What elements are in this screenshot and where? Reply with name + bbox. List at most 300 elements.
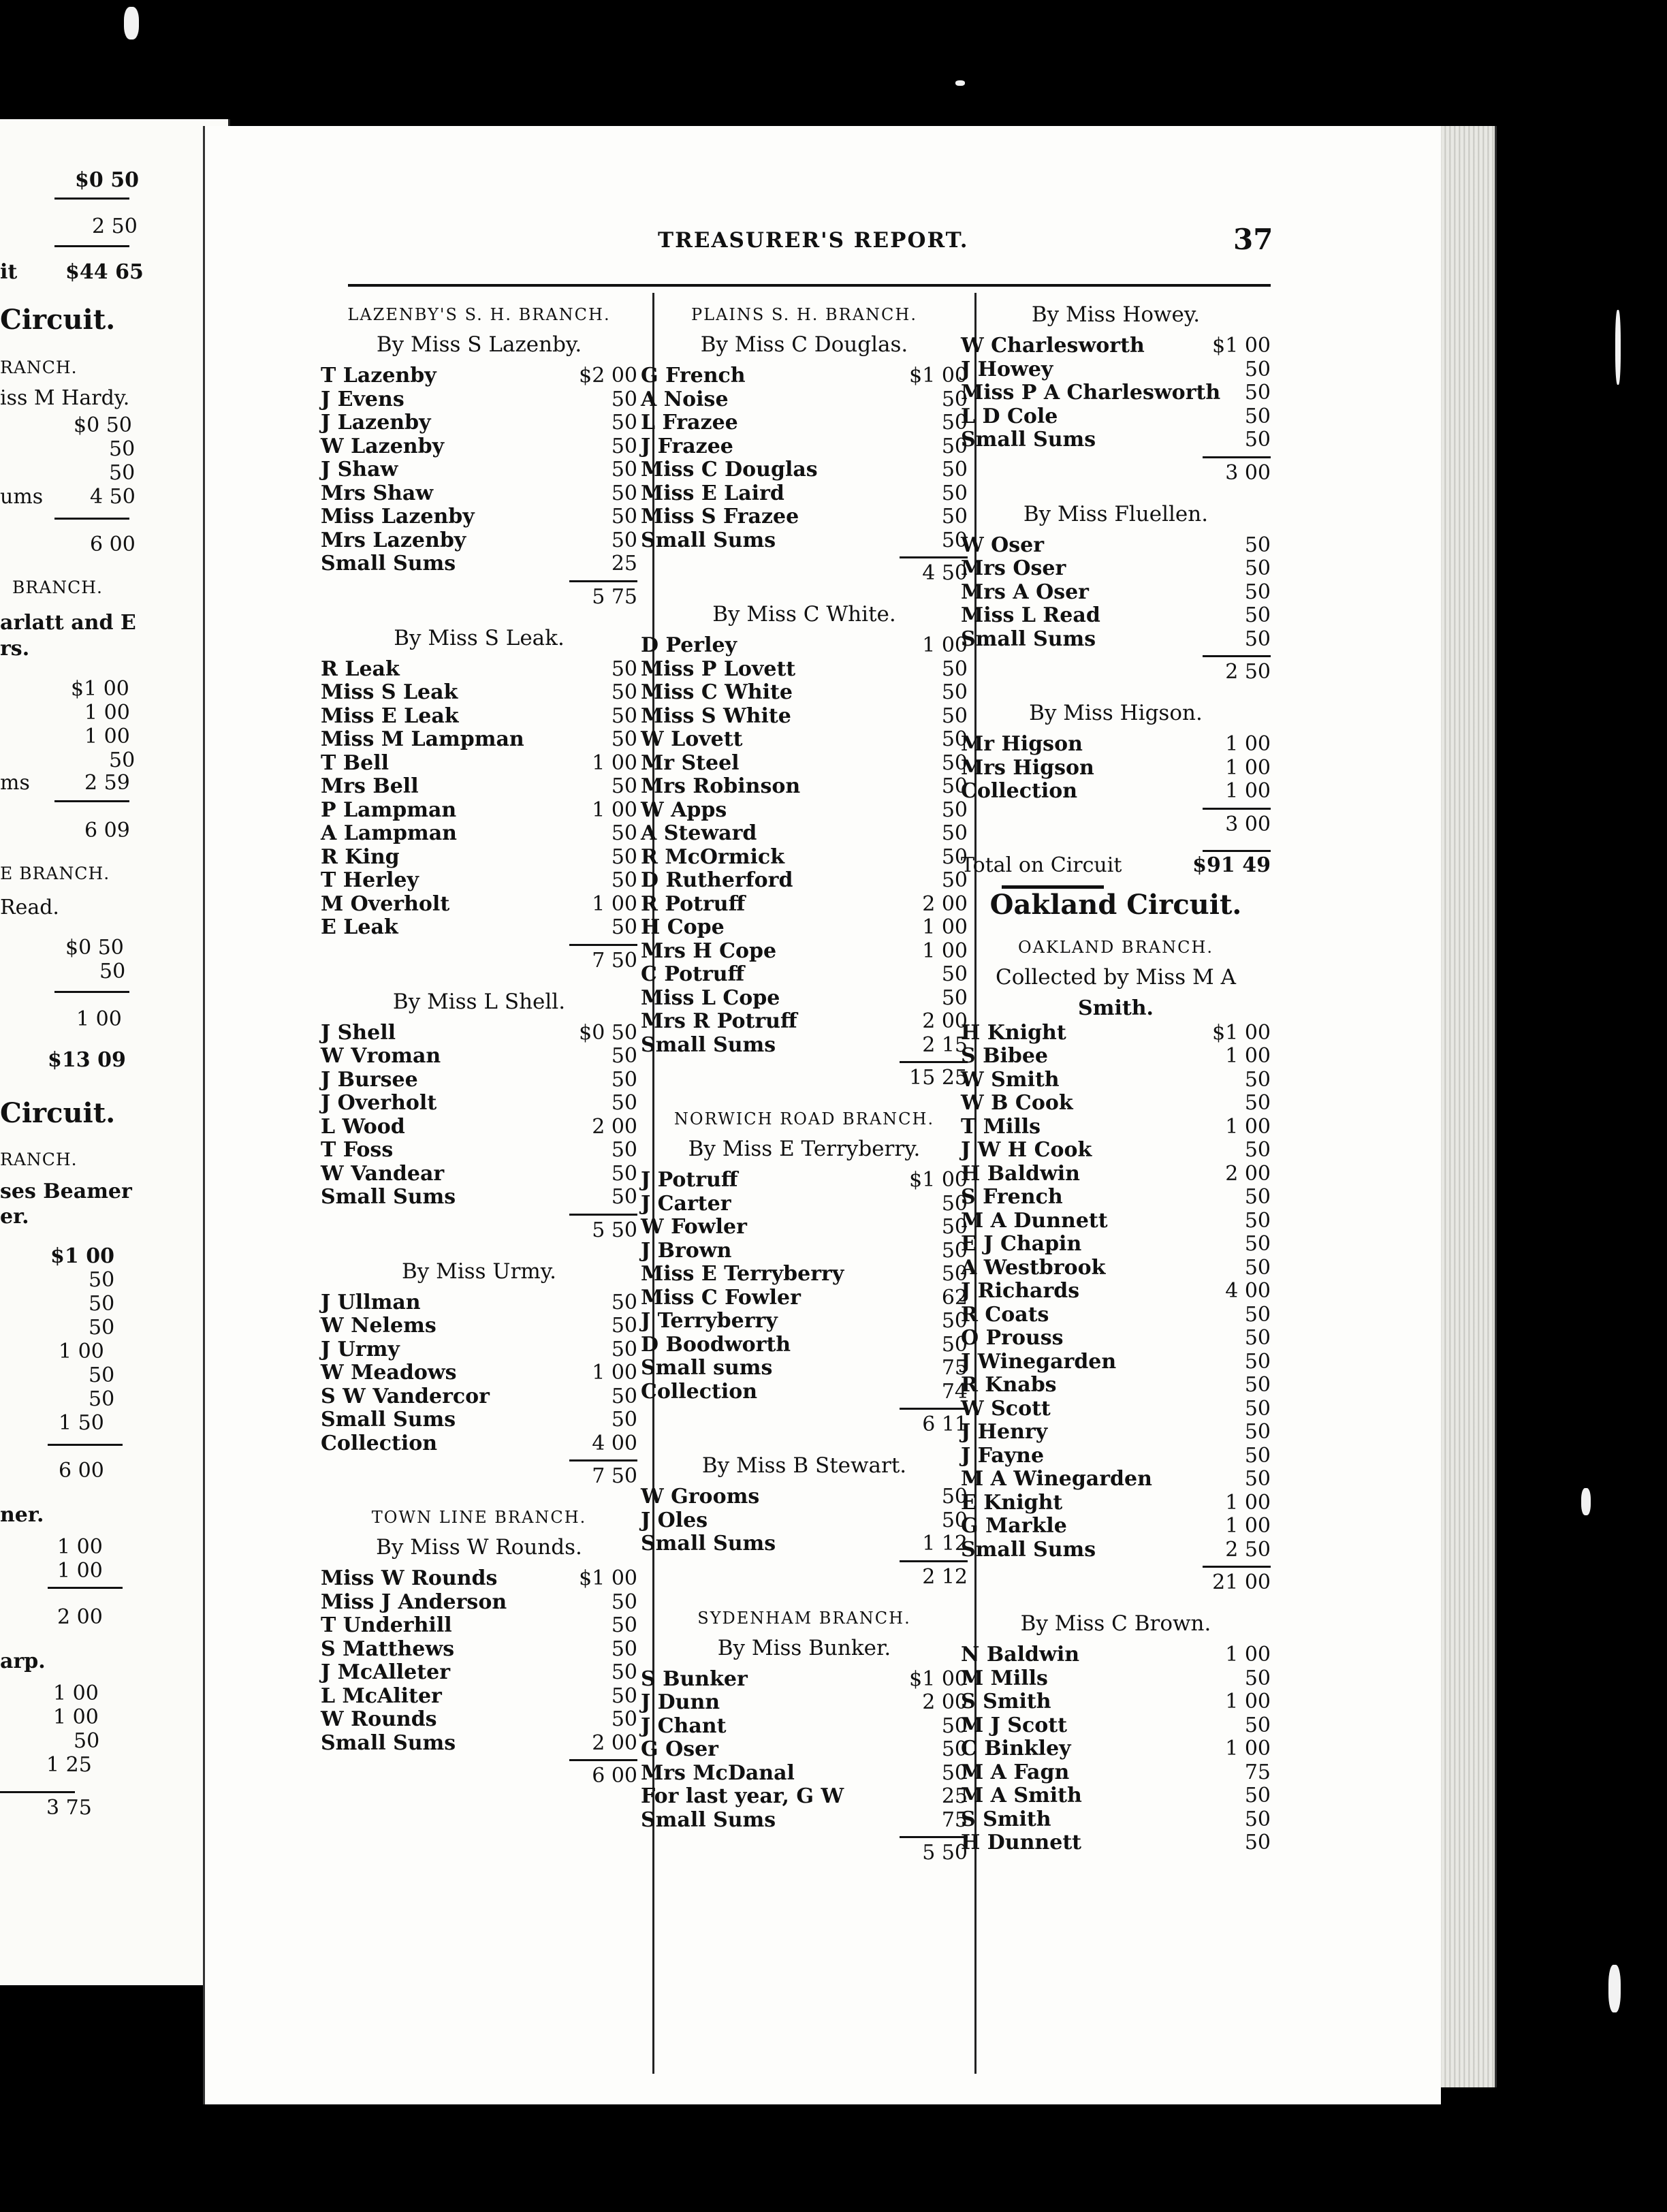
donation-amount: 50 bbox=[1244, 1091, 1271, 1115]
heading-text: By Miss E Terryberry. bbox=[688, 1137, 921, 1161]
left-facing-page bbox=[0, 119, 230, 1985]
donation-amount: 50 bbox=[611, 868, 637, 892]
subtotal-row bbox=[641, 1413, 968, 1436]
donation-amount: 1 00 bbox=[1225, 1514, 1271, 1538]
donation-row bbox=[641, 1216, 968, 1239]
donor-name: Miss M Lampman bbox=[321, 727, 524, 751]
donation-amount: 50 bbox=[941, 868, 968, 892]
collector-heading bbox=[961, 966, 1271, 989]
left-page-fragment: 1 00 bbox=[53, 1705, 99, 1729]
donor-name: D Rutherford bbox=[641, 868, 793, 892]
donation-row bbox=[641, 728, 968, 751]
report-page bbox=[203, 126, 1441, 2104]
donor-name: Miss E Terryberry bbox=[641, 1262, 844, 1286]
donor-name: J Overholt bbox=[321, 1091, 437, 1115]
donation-row bbox=[641, 822, 968, 845]
subtotal-rule bbox=[1203, 808, 1271, 810]
donor-name: D Boodworth bbox=[641, 1332, 791, 1357]
donation-row bbox=[961, 1045, 1271, 1068]
left-page-fragment: 1 00 bbox=[76, 1007, 122, 1031]
donor-name: Small Sums bbox=[641, 1807, 776, 1832]
donor-name: L McAliter bbox=[321, 1684, 442, 1708]
donation-amount: 50 bbox=[941, 1760, 968, 1785]
donor-name: W Apps bbox=[641, 797, 727, 822]
donation-row bbox=[321, 822, 637, 845]
left-page-fragment: $0 50 bbox=[74, 413, 132, 437]
donor-name: T Mills bbox=[961, 1114, 1041, 1139]
left-page-fragment: E BRANCH. bbox=[0, 864, 110, 883]
donation-amount: 1 00 bbox=[592, 797, 637, 822]
donation-row bbox=[641, 1509, 968, 1532]
donation-amount: 2 00 bbox=[592, 1114, 637, 1139]
donation-row bbox=[321, 752, 637, 775]
donation-amount: 50 bbox=[941, 1508, 968, 1532]
donor-name: Mrs McDanal bbox=[641, 1760, 795, 1785]
subtotal-rule bbox=[569, 1214, 637, 1216]
donation-amount: $1 00 bbox=[579, 1566, 637, 1590]
donation-amount: 1 12 bbox=[922, 1532, 968, 1555]
donation-row bbox=[961, 1210, 1271, 1233]
donation-row bbox=[641, 846, 968, 869]
donor-name: T Bell bbox=[321, 750, 390, 775]
donor-name: T Underhill bbox=[321, 1613, 452, 1637]
donation-amount: 50 bbox=[611, 505, 637, 528]
donor-name: M A Dunnett bbox=[961, 1208, 1108, 1233]
heading-text: By Miss B Stewart. bbox=[701, 1453, 907, 1478]
donation-row bbox=[961, 334, 1271, 358]
donation-row bbox=[641, 1668, 968, 1691]
left-page-fragment: 50 bbox=[99, 960, 126, 983]
donor-name: T Lazenby bbox=[321, 364, 436, 388]
left-page-fragment: Circuit. bbox=[0, 304, 116, 336]
donation-amount: 50 bbox=[611, 1337, 637, 1361]
total-amount: 7 50 bbox=[592, 1464, 637, 1488]
left-page-fragment: $44 65 bbox=[65, 260, 144, 284]
donation-row bbox=[961, 1397, 1271, 1421]
donation-row bbox=[961, 534, 1271, 557]
left-page-fragment: 50 bbox=[89, 1316, 115, 1340]
left-page-fragment: 50 bbox=[109, 461, 136, 485]
heading-text: By Miss Higson. bbox=[1029, 701, 1203, 725]
donation-amount: 50 bbox=[941, 411, 968, 434]
donor-name: M A Fagn bbox=[961, 1760, 1070, 1784]
collector-heading bbox=[321, 333, 637, 356]
total-amount: 6 11 bbox=[922, 1412, 968, 1436]
branch-heading bbox=[641, 303, 968, 326]
donation-amount: 50 bbox=[941, 844, 968, 869]
left-page-rule bbox=[54, 245, 129, 247]
donor-name: J Ullman bbox=[321, 1290, 421, 1314]
donation-amount: 50 bbox=[941, 1309, 968, 1333]
donor-name: Miss C Douglas bbox=[641, 458, 818, 481]
left-page-rule bbox=[54, 800, 129, 802]
branch-heading bbox=[641, 1107, 968, 1131]
donor-name: Mrs H Cope bbox=[641, 938, 777, 963]
left-page-fragment: $0 50 bbox=[75, 168, 139, 192]
donation-row bbox=[961, 1139, 1271, 1162]
donation-row bbox=[961, 1515, 1271, 1538]
donation-amount: 50 bbox=[941, 962, 968, 986]
donation-row bbox=[641, 1485, 968, 1508]
donor-name: M Mills bbox=[961, 1666, 1048, 1690]
donation-row bbox=[321, 1732, 637, 1755]
donor-name: Miss C Fowler bbox=[641, 1285, 801, 1310]
donation-row bbox=[961, 581, 1271, 604]
donation-row bbox=[961, 1421, 1271, 1444]
left-page-fragment: $13 09 bbox=[48, 1048, 126, 1072]
donation-amount: 50 bbox=[611, 1290, 637, 1314]
donation-row bbox=[641, 1239, 968, 1263]
collector-heading bbox=[961, 1612, 1271, 1635]
heading-text: SYDENHAM BRANCH. bbox=[697, 1608, 911, 1628]
donation-row bbox=[641, 1010, 968, 1033]
donation-amount: 75 bbox=[1244, 1760, 1271, 1784]
donation-row bbox=[961, 1491, 1271, 1515]
donor-name: Small Sums bbox=[321, 1731, 456, 1755]
donation-row bbox=[321, 775, 637, 798]
donor-name: Miss S Frazee bbox=[641, 505, 799, 528]
donor-name: Miss C White bbox=[641, 680, 793, 704]
donation-row bbox=[321, 1638, 637, 1661]
left-page-rule bbox=[48, 1444, 123, 1446]
donation-amount: 50 bbox=[1244, 1185, 1271, 1209]
donation-row bbox=[641, 1715, 968, 1738]
donation-row bbox=[961, 604, 1271, 627]
donation-amount: 50 bbox=[611, 1384, 637, 1408]
donation-amount: 50 bbox=[941, 505, 968, 528]
donation-row bbox=[961, 1444, 1271, 1468]
donation-amount: 50 bbox=[941, 434, 968, 458]
donor-name: T Herley bbox=[321, 868, 419, 892]
donation-amount: 50 bbox=[611, 1707, 637, 1731]
donation-amount: 1 00 bbox=[1225, 1690, 1271, 1713]
donor-name: J Urmy bbox=[321, 1337, 400, 1361]
total-amount: 15 25 bbox=[909, 1066, 968, 1090]
heading-text: Total on Circuit bbox=[961, 853, 1122, 877]
left-page-fragment: 6 09 bbox=[84, 819, 130, 842]
subtotal-rule bbox=[569, 1459, 637, 1462]
donation-amount: 50 bbox=[941, 458, 968, 481]
donation-amount: 50 bbox=[611, 774, 637, 798]
donation-row bbox=[321, 529, 637, 552]
donation-amount: 50 bbox=[1244, 1467, 1271, 1491]
donor-name: L Wood bbox=[321, 1114, 405, 1139]
donation-row bbox=[961, 1186, 1271, 1209]
subtotal-rule bbox=[900, 1560, 968, 1562]
donation-amount: 50 bbox=[1244, 603, 1271, 627]
donor-name: C Binkley bbox=[961, 1737, 1071, 1760]
page-stack-edges bbox=[1437, 126, 1497, 2087]
subtotal-rule bbox=[569, 580, 637, 582]
donation-amount: 50 bbox=[611, 528, 637, 552]
donation-row bbox=[641, 1286, 968, 1310]
donor-name: W Vandear bbox=[321, 1161, 445, 1186]
donation-row bbox=[961, 1761, 1271, 1784]
donation-amount: 50 bbox=[611, 1590, 637, 1614]
donor-name: S Smith bbox=[961, 1807, 1051, 1831]
donor-name: Small Sums bbox=[961, 428, 1096, 452]
donation-row bbox=[321, 1116, 637, 1139]
donation-row bbox=[961, 1737, 1271, 1760]
collector-heading bbox=[641, 1137, 968, 1160]
donor-name: J Potruff bbox=[641, 1168, 738, 1192]
heading-text: NORWICH ROAD BRANCH. bbox=[673, 1109, 935, 1128]
donation-amount: 2 15 bbox=[922, 1032, 968, 1057]
donation-amount: 1 00 bbox=[592, 750, 637, 775]
donation-amount: 50 bbox=[941, 1713, 968, 1738]
donor-name: E J Chapin bbox=[961, 1232, 1082, 1256]
donation-amount: 50 bbox=[611, 1613, 637, 1637]
donor-name: Mrs Higson bbox=[961, 755, 1094, 780]
donation-amount: 50 bbox=[941, 528, 968, 552]
donor-name: Mr Higson bbox=[961, 732, 1083, 756]
donation-row bbox=[641, 752, 968, 775]
donation-amount: 25 bbox=[941, 1784, 968, 1808]
donation-amount: 1 00 bbox=[1225, 1737, 1271, 1760]
donation-amount: $0 50 bbox=[579, 1020, 637, 1045]
donor-name: For last year, G W bbox=[641, 1784, 844, 1808]
donor-name: Miss E Leak bbox=[321, 704, 459, 728]
donor-name: R McOrmick bbox=[641, 844, 784, 869]
donor-name: J Dunn bbox=[641, 1690, 720, 1714]
donation-amount: 50 bbox=[1244, 1420, 1271, 1444]
donation-amount: 50 bbox=[941, 387, 968, 411]
donor-name: Mr Steel bbox=[641, 750, 740, 775]
donation-row bbox=[641, 916, 968, 939]
left-page-fragment: 6 00 bbox=[59, 1459, 104, 1483]
donor-name: E Knight bbox=[961, 1490, 1063, 1515]
donation-row bbox=[641, 1762, 968, 1785]
donation-amount: 1 00 bbox=[592, 1361, 637, 1385]
donor-name: Small Sums bbox=[641, 1532, 776, 1555]
donor-name: J W H Cook bbox=[961, 1138, 1092, 1162]
donation-row bbox=[961, 1690, 1271, 1713]
left-page-fragment: RANCH. bbox=[0, 358, 78, 377]
donation-row bbox=[641, 482, 968, 505]
total-amount: 3 00 bbox=[1225, 460, 1271, 485]
donor-name: J Chant bbox=[641, 1713, 727, 1738]
collector-heading bbox=[321, 1536, 637, 1559]
donation-amount: 50 bbox=[1244, 404, 1271, 428]
total-amount: 7 50 bbox=[592, 948, 637, 973]
donation-row bbox=[321, 893, 637, 916]
donation-amount: 62 bbox=[941, 1285, 968, 1310]
branch-heading bbox=[321, 1506, 637, 1529]
collector-heading bbox=[321, 990, 637, 1013]
donor-name: A Noise bbox=[641, 387, 729, 411]
donation-row bbox=[641, 1380, 968, 1404]
donation-amount: 1 00 bbox=[922, 633, 968, 657]
donor-name: M J Scott bbox=[961, 1713, 1067, 1737]
donation-amount: 50 bbox=[611, 1138, 637, 1162]
donor-name: Small Sums bbox=[321, 1408, 456, 1432]
left-page-fragment: ums bbox=[0, 485, 44, 509]
heading-text: By Miss Howey. bbox=[1031, 302, 1201, 327]
page-number: 37 bbox=[1233, 223, 1273, 256]
left-page-fragment: 2 59 bbox=[84, 771, 130, 795]
donor-name: J Evens bbox=[321, 387, 404, 411]
donor-name: W Charlesworth bbox=[961, 334, 1145, 358]
left-page-fragment: iss M Hardy. bbox=[0, 386, 130, 410]
total-amount: 3 00 bbox=[1225, 812, 1271, 836]
donation-amount: 50 bbox=[611, 481, 637, 505]
branch-heading bbox=[641, 1607, 968, 1630]
donation-row bbox=[961, 1069, 1271, 1092]
donor-name: M A Smith bbox=[961, 1784, 1082, 1807]
heading-text: By Miss L Shell. bbox=[392, 989, 566, 1014]
donor-name: W Rounds bbox=[321, 1707, 437, 1731]
donation-row bbox=[321, 869, 637, 892]
donor-name: Small Sums bbox=[321, 552, 456, 575]
collector-heading bbox=[321, 1260, 637, 1283]
donation-row bbox=[321, 388, 637, 411]
donation-amount: 50 bbox=[611, 1091, 637, 1115]
donor-name: W Lovett bbox=[641, 727, 743, 751]
donation-amount: 75 bbox=[941, 1807, 968, 1832]
donation-amount: 50 bbox=[941, 481, 968, 505]
donor-name: Mrs Oser bbox=[961, 556, 1066, 580]
donor-name: A Lampman bbox=[321, 821, 457, 845]
total-rule bbox=[1203, 850, 1271, 852]
donation-amount: 50 bbox=[611, 1185, 637, 1209]
donation-amount: 4 00 bbox=[592, 1431, 637, 1455]
donor-name: Miss Lazenby bbox=[321, 505, 475, 528]
donation-amount: 25 bbox=[611, 552, 637, 575]
donation-row bbox=[641, 940, 968, 963]
donation-amount: 2 00 bbox=[1225, 1161, 1271, 1186]
donor-name: Small Sums bbox=[321, 1185, 456, 1209]
donation-row bbox=[321, 1408, 637, 1432]
left-page-fragment: 50 bbox=[109, 748, 136, 772]
donor-name: R Leak bbox=[321, 657, 400, 681]
donor-name: Miss W Rounds bbox=[321, 1566, 498, 1590]
total-amount: 5 50 bbox=[592, 1218, 637, 1242]
heading-text: LAZENBY'S S. H. BRANCH. bbox=[347, 305, 611, 324]
left-page-fragment: 1 00 bbox=[59, 1340, 104, 1363]
donor-name: W Oser bbox=[961, 533, 1045, 557]
donation-row bbox=[641, 1310, 968, 1333]
donation-amount: 50 bbox=[611, 1408, 637, 1432]
subtotal-rule bbox=[1203, 1566, 1271, 1568]
donation-row bbox=[321, 458, 637, 481]
donation-row bbox=[641, 411, 968, 434]
donor-name: Collection bbox=[641, 1379, 758, 1404]
donation-amount: 50 bbox=[611, 1637, 637, 1661]
donation-amount: 50 bbox=[611, 458, 637, 481]
donor-name: M Overholt bbox=[321, 891, 450, 916]
donation-amount: 50 bbox=[941, 704, 968, 728]
donation-row bbox=[321, 435, 637, 458]
donor-name: Small sums bbox=[641, 1356, 773, 1380]
donation-amount: 50 bbox=[1244, 1232, 1271, 1256]
scan-speck bbox=[1615, 310, 1621, 385]
donation-amount: 50 bbox=[1244, 1349, 1271, 1374]
donation-row bbox=[321, 411, 637, 434]
left-page-fragment: 4 50 bbox=[90, 485, 136, 509]
donation-amount: 50 bbox=[1244, 556, 1271, 580]
total-amount: 4 50 bbox=[922, 561, 968, 585]
donor-name: P Lampman bbox=[321, 797, 457, 822]
donor-name: R Coats bbox=[961, 1302, 1049, 1327]
donation-amount: 50 bbox=[941, 727, 968, 751]
subtotal-row bbox=[961, 661, 1271, 684]
donation-row bbox=[961, 780, 1271, 803]
donation-row bbox=[961, 757, 1271, 780]
circuit-total-row bbox=[961, 854, 1271, 877]
collector-heading bbox=[961, 701, 1271, 725]
collector-heading bbox=[961, 503, 1271, 526]
donation-row bbox=[961, 1538, 1271, 1562]
subtotal-row bbox=[321, 949, 637, 973]
subtotal-row bbox=[641, 1566, 968, 1589]
donor-name: J Oles bbox=[641, 1508, 708, 1532]
left-page-rule bbox=[54, 991, 129, 993]
left-page-fragment: Circuit. bbox=[0, 1097, 116, 1129]
heading-text: By Miss S Lazenby. bbox=[376, 332, 582, 357]
left-page-fragment: 1 00 bbox=[84, 701, 130, 725]
left-page-fragment: 6 00 bbox=[90, 533, 136, 556]
donor-name: Miss L Read bbox=[961, 603, 1100, 627]
donor-name: Miss P Lovett bbox=[641, 657, 796, 681]
donor-name: Small Sums bbox=[641, 528, 776, 552]
donation-row bbox=[321, 1614, 637, 1637]
donor-name: Mrs A Oser bbox=[961, 580, 1089, 604]
donation-row bbox=[321, 1685, 637, 1708]
donation-row bbox=[321, 1591, 637, 1614]
collector-heading bbox=[321, 627, 637, 650]
donation-row bbox=[641, 634, 968, 657]
donation-row bbox=[641, 529, 968, 552]
heading-text: By Miss Bunker. bbox=[717, 1635, 891, 1660]
donation-amount: 50 bbox=[611, 704, 637, 728]
donor-name: H Cope bbox=[641, 915, 725, 939]
donation-amount: 50 bbox=[941, 657, 968, 681]
scan-speck bbox=[1581, 1488, 1591, 1515]
left-page-fragment: $1 00 bbox=[50, 1244, 114, 1268]
donor-name: A Westbrook bbox=[961, 1255, 1106, 1280]
left-page-fragment: ses Beamer bbox=[0, 1180, 132, 1203]
donor-name: S Bunker bbox=[641, 1666, 748, 1691]
donation-amount: 50 bbox=[611, 915, 637, 939]
donation-row bbox=[641, 799, 968, 822]
total-amount: 2 12 bbox=[922, 1564, 968, 1589]
header-rule bbox=[348, 284, 1271, 287]
donation-amount: 50 bbox=[1244, 1255, 1271, 1280]
donor-name: L Frazee bbox=[641, 411, 738, 434]
donor-name: J Bursee bbox=[321, 1067, 418, 1092]
donor-name: J Brown bbox=[641, 1238, 732, 1263]
left-page-rule bbox=[0, 1791, 75, 1793]
donation-row bbox=[321, 482, 637, 505]
heading-text: OAKLAND BRANCH. bbox=[1017, 937, 1214, 957]
donor-name: L D Cole bbox=[961, 404, 1058, 428]
donor-name: W Fowler bbox=[641, 1215, 747, 1239]
donation-amount: 50 bbox=[1244, 1067, 1271, 1092]
donation-amount: 50 bbox=[941, 680, 968, 704]
left-page-fragment: it bbox=[0, 260, 18, 284]
left-page-fragment: 50 bbox=[89, 1363, 115, 1387]
page-header bbox=[205, 223, 1441, 269]
subtotal-row bbox=[321, 1219, 637, 1242]
donation-amount: 1 00 bbox=[1225, 779, 1271, 803]
donation-amount: 50 bbox=[1244, 580, 1271, 604]
donation-amount: 50 bbox=[611, 387, 637, 411]
page-title: TREASURER'S REPORT. bbox=[658, 228, 969, 253]
donation-amount: 50 bbox=[941, 1737, 968, 1761]
donation-row bbox=[641, 893, 968, 916]
donor-name: J Shell bbox=[321, 1020, 396, 1045]
donation-row bbox=[641, 705, 968, 728]
